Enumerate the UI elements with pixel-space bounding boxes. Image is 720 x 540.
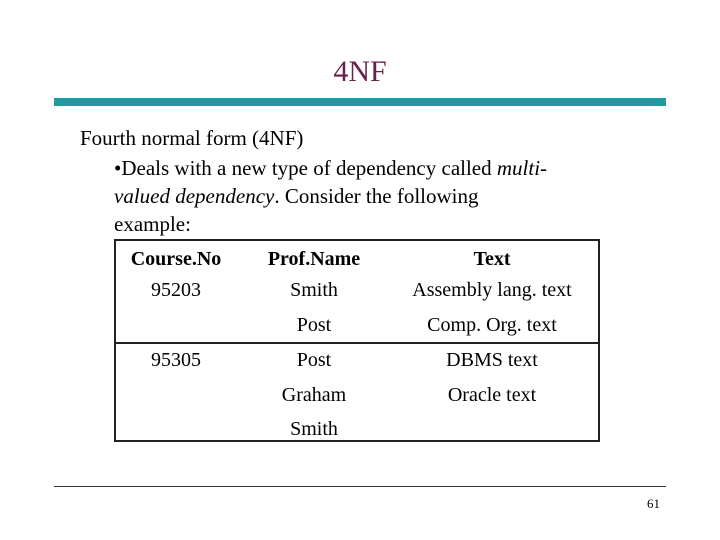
table-cell: 95305 bbox=[151, 349, 201, 371]
table-cell: Post bbox=[296, 314, 332, 336]
bullet-marker: • bbox=[114, 156, 122, 180]
table-header-prof-name: Prof.Name bbox=[267, 248, 361, 270]
table-header-course-no: Course.No bbox=[130, 248, 222, 270]
table-cell: Graham bbox=[281, 384, 347, 406]
table-cell: Oracle text bbox=[447, 384, 537, 406]
bullet-line-3: example: bbox=[114, 212, 191, 236]
bullet-line-2 bbox=[114, 182, 634, 210]
title-rule bbox=[54, 98, 666, 106]
table-cell: Smith bbox=[290, 279, 338, 301]
table-cell: Assembly lang. text bbox=[412, 279, 572, 301]
section-heading: Fourth normal form (4NF) bbox=[80, 126, 304, 150]
table-group-divider bbox=[116, 342, 598, 344]
table-cell: Post bbox=[296, 349, 332, 371]
page-number: 61 bbox=[647, 496, 660, 511]
bullet-line-2-normal: . Consider the following bbox=[274, 184, 479, 208]
table-cell: DBMS text bbox=[446, 349, 538, 371]
footer-rule bbox=[54, 486, 666, 487]
table-cell: 95203 bbox=[151, 279, 201, 301]
slide-title: 4NF bbox=[333, 55, 387, 88]
bullet-text bbox=[114, 154, 634, 238]
bullet-line-2-italic: valued dependency bbox=[114, 184, 275, 208]
multivalued-dependency-table bbox=[114, 239, 600, 442]
bullet-line-1-italic: multi- bbox=[496, 156, 548, 180]
table-header-text: Text bbox=[473, 248, 511, 270]
bullet-line-1 bbox=[114, 154, 634, 182]
table-cell: Smith bbox=[290, 418, 338, 440]
table-cell: Comp. Org. text bbox=[427, 314, 557, 336]
bullet-line-1-normal: Deals with a new type of dependency called bbox=[121, 156, 497, 180]
